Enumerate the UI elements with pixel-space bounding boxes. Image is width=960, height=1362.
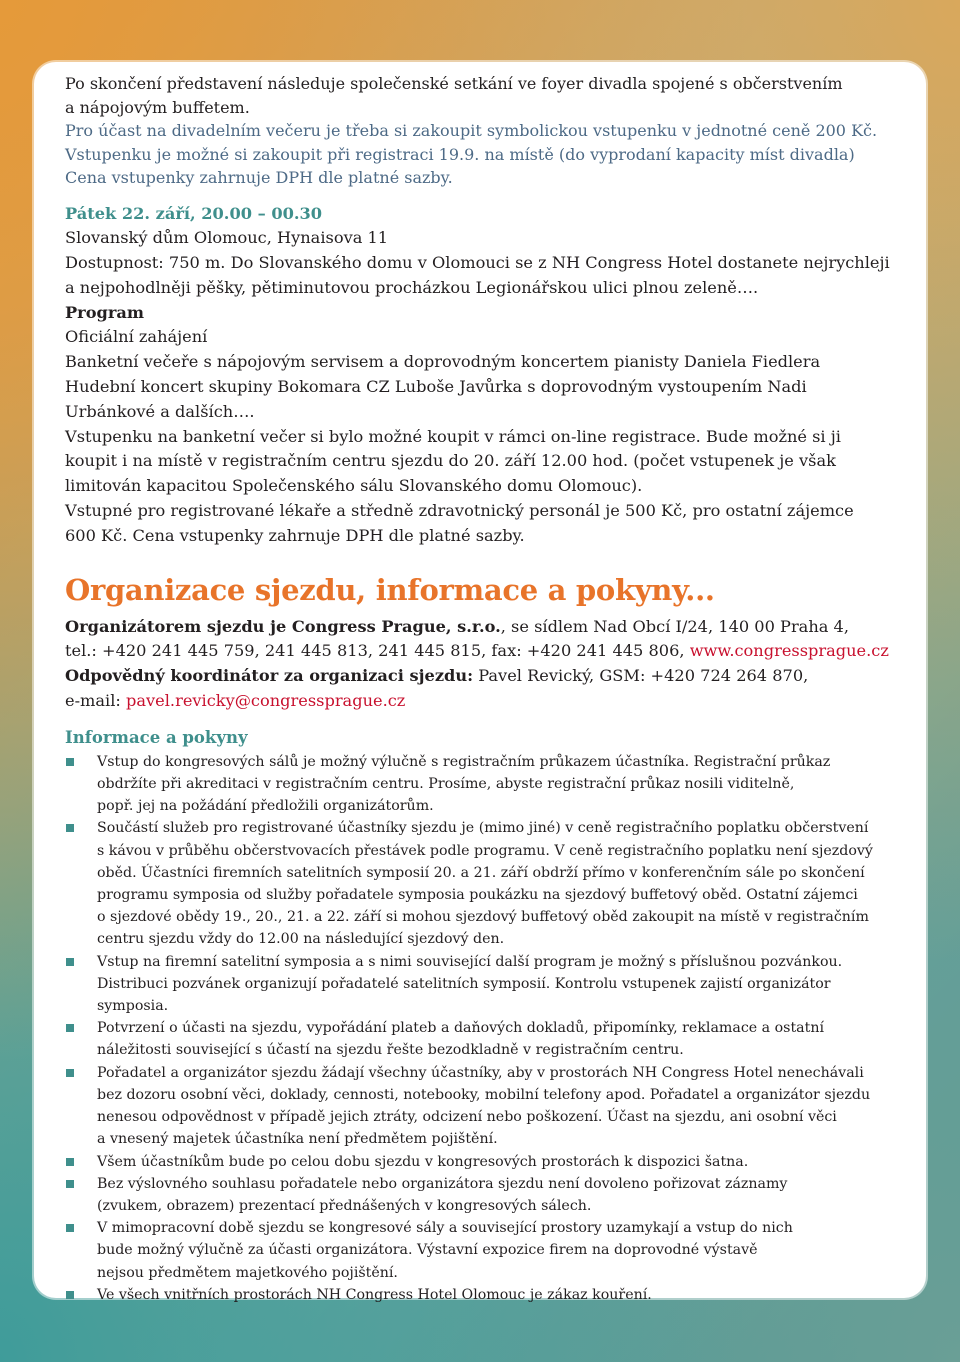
list-item-line: s kávou v průběhu občerstvovacích přestávek podle programu. V ceně registračního poplatku není sjezdový	[97, 842, 873, 859]
list-item-line: a vnesený majetek účastníka není předmětem pojištění.	[97, 1131, 498, 1148]
document-page	[34, 62, 926, 1303]
intro-line: Po skončení představení následuje společenské setkání ve foyer divadla spojené s občerstvením	[65, 74, 843, 93]
square-bullet-icon	[66, 824, 74, 832]
program-line: 600 Kč. Cena vstupenky zahrnuje DPH dle platné sazby.	[65, 525, 525, 545]
website-link[interactable]: www.congressprague.cz	[689, 641, 889, 661]
program-line: Vstupenku na banketní večer si bylo možné koupit v rámci on-line registrace. Bude možné si ji	[65, 426, 841, 446]
list-item	[65, 951, 896, 1018]
organizer-contacts: tel.: +420 241 445 759, 241 445 813, 241 445 815, fax: +420 241 445 806,	[65, 641, 690, 661]
list-item-line: nejsou předmětem majetkového pojištění.	[97, 1264, 398, 1281]
list-item-line: Distribuci pozvánek organizují pořadatelé satelitních symposií. Kontrolu vstupenek zajistí organizátor symposia.	[97, 975, 831, 1015]
list-item	[65, 1062, 896, 1151]
program-line: Vstupné pro registrované lékaře a středně zdravotnický personál je 500 Kč, pro ostatní zájemce	[65, 501, 854, 521]
square-bullet-icon	[66, 1291, 74, 1299]
program-line: Hudební koncert skupiny Bokomara CZ Luboše Javůrka s doprovodným vystoupením Nadi	[65, 377, 807, 397]
event-venue: Slovanský dům Olomouc, Hynaisova 11	[65, 228, 389, 248]
event-block	[65, 202, 896, 549]
coordinator-label: Odpovědný koordinátor za organizaci sjezdu:	[65, 666, 474, 686]
event-line: a nejpohodlněji pěšky, pětiminutovou procházkou Legionářskou ulici plnou zeleně….	[65, 277, 759, 297]
list-item-line: bez dozoru osobní věci, doklady, cennosti, notebooky, mobilní telefony apod. Pořadatel a organizátor sjezdu	[97, 1086, 871, 1103]
list-item-line: Ve všech vnitřních prostorách NH Congress Hotel Olomouc je zákaz kouření.	[97, 1286, 652, 1303]
list-item-line: obdržíte při akreditaci v registračním centru. Prosíme, abyste registrační průkaz nosili viditelně,	[97, 776, 795, 793]
list-item	[65, 1151, 896, 1173]
organization-heading: Organizace sjezdu, informace a pokyny...	[65, 572, 715, 607]
list-item-line: náležitosti související s účastí na sjezdu řešte bezodkladně v registračním centru.	[97, 1042, 684, 1059]
list-item	[65, 1217, 896, 1284]
list-item-line: Vstup do kongresových sálů je možný výlučně s registračním průkazem účastníka. Registrační průkaz	[97, 753, 831, 770]
event-date: Pátek 22. září, 20.00 – 00.30	[65, 203, 323, 223]
square-bullet-icon	[66, 1158, 74, 1166]
square-bullet-icon	[66, 1024, 74, 1032]
square-bullet-icon	[66, 1224, 74, 1232]
email-link[interactable]: pavel.revicky@congressprague.cz	[126, 691, 406, 711]
square-bullet-icon	[66, 758, 74, 766]
organizer-info	[65, 615, 896, 714]
list-item	[65, 1284, 896, 1306]
list-item-line: centru sjezdu vždy do 12.00 na následující sjezdový den.	[97, 931, 505, 948]
program-line: Oficiální zahájení	[65, 327, 208, 347]
list-item-line: programu symposia od služby pořadatele symposia poukázku na sjezdový buffetový oběd. Ostatní zájemci	[97, 887, 858, 904]
list-item-line: Vstup na firemní satelitní symposia a s nimi související další program je možný s příslušnou pozvánkou.	[97, 953, 843, 970]
intro-line: Vstupenku je možné si zakoupit při registraci 19.9. na místě (do vyprodaní kapacity míst divadla)	[65, 144, 855, 164]
list-item	[65, 1173, 896, 1217]
organizer-label: Organizátorem sjezdu je Congress Prague, s.r.o.	[65, 616, 501, 636]
list-item-line: Součástí služeb pro registrované účastníky sjezdu je (mimo jiné) v ceně registračního poplatku občerstvení	[97, 820, 869, 837]
list-item-line: Všem účastníkům bude po celou dobu sjezdu v kongresových prostorách k dispozici šatna.	[97, 1153, 749, 1170]
program-line: Urbánkové a dalších….	[65, 401, 255, 421]
program-line: koupit i na místě v registračním centru sjezdu do 20. září 12.00 hod. (počet vstupenek je však	[65, 451, 836, 471]
email-label: e-mail:	[65, 691, 127, 711]
list-item-line: V mimopracovní době sjezdu se kongresové sály a související prostory uzamykají a vstup do nich	[97, 1220, 793, 1237]
intro-line: Cena vstupenky zahrnuje DPH dle platné sazby.	[65, 168, 453, 187]
event-line: Dostupnost: 750 m. Do Slovanského domu v Olomouci se z NH Congress Hotel dostanete nejrychleji	[65, 253, 890, 273]
intro-line: Pro účast na divadelním večeru je třeba si zakoupit symbolickou vstupenku v jednotné ceně 200 Kč.	[65, 121, 878, 140]
intro-text	[65, 72, 896, 190]
info-list	[65, 751, 896, 1306]
square-bullet-icon	[66, 1069, 74, 1077]
list-item-line: nenesou odpovědnost v případě jejich ztráty, odcizení nebo poškození. Účast na sjezdu, ani osobní věci	[97, 1109, 837, 1126]
info-heading: Informace a pokyny	[65, 727, 248, 747]
list-item-line: Bez výslovného souhlasu pořadatele nebo organizátora sjezdu není dovoleno pořizovat záznamy	[97, 1175, 788, 1192]
list-item-line: oběd. Účastníci firemních satelitních symposií 20. a 21. září obdrží přímo v konferenčním sále po skončení	[97, 864, 865, 881]
list-item	[65, 1017, 896, 1061]
square-bullet-icon	[66, 1180, 74, 1188]
square-bullet-icon	[66, 958, 74, 966]
list-item-line: bude možný výlučně za účasti organizátora. Výstavní expozice firem na doprovodné výstavě	[97, 1242, 758, 1259]
list-item-line: Potvrzení o účasti na sjezdu, vypořádání plateb a daňových dokladů, připomínky, reklamace a ostatní	[97, 1020, 824, 1037]
coordinator-details: Pavel Revický, GSM: +420 724 264 870,	[473, 666, 809, 686]
organizer-address: , se sídlem Nad Obcí I/24, 140 00 Praha 4,	[500, 616, 850, 636]
list-item-line: (zvukem, obrazem) prezentací přednášených v kongresových sálech.	[97, 1197, 592, 1214]
intro-line: a nápojovým buffetem.	[65, 97, 250, 117]
program-heading: Program	[65, 302, 144, 322]
program-line: limitován kapacitou Společenského sálu Slovanského domu Olomouc).	[65, 476, 643, 496]
list-item	[65, 817, 896, 950]
program-line: Banketní večeře s nápojovým servisem a doprovodným koncertem pianisty Daniela Fiedlera	[65, 352, 821, 372]
list-item	[65, 751, 896, 818]
list-item-line: o sjezdové obědy 19., 20., 21. a 22. září si mohou sjezdový buffetový oběd zakoupit na místě v registračním	[97, 909, 869, 926]
list-item-line: popř. jej na požádání předložili organizátorům.	[97, 798, 434, 815]
list-item-line: Pořadatel a organizátor sjezdu žádají všechny účastníky, aby v prostorách NH Congress Hotel nenechávali	[97, 1064, 864, 1081]
